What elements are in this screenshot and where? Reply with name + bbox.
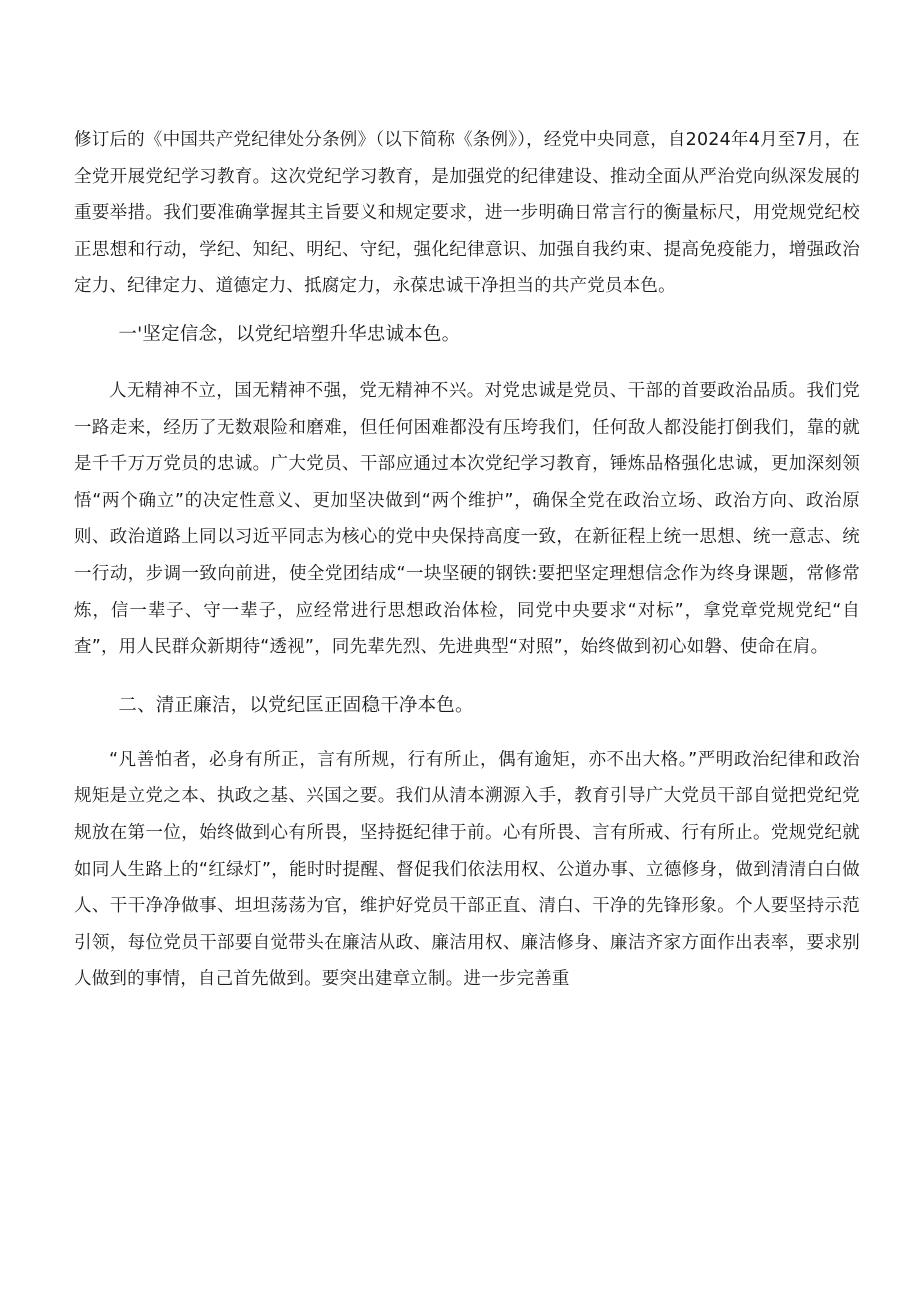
section-1-paragraph: 人无精神不立，国无精神不强，党无精神不兴。对党忠诚是党员、干部的首要政治品质。我们党一路走来，经历了无数艰险和磨难，但任何困难都没有压垮我们，任何敌人都没能打倒我们，靠的就是千千万万党员的忠诚。广大党员、干部应通过本次党纪学习教育，锤炼品格强化忠诚，更加深刻领悟“两个确立”的决定性意义、更加坚决做到“两个维护”，确保全党在政治立场、政治方向、政治原则、政治道路上同以习近平同志为核心的党中央保持高度一致，在新征程上统一思想、统一意志、统一行动，步调一致向前进，使全党团结成“一块坚硬的钢铁:要把坚定理想信念作为终身课题，常修常炼，信一辈子、守一辈子，应经常进行思想政治体检，同党中央要求“对标”，拿党章党规党纪“自查”，用人民群众新期待“透视”，同先辈先烈、先进典型“对照”，始终做到初心如磐、使命在肩。	[74, 380, 860, 658]
document-page	[74, 122, 860, 998]
section-2-heading: 二、清正廉洁，以党纪匡正固稳干净本色。	[118, 694, 474, 716]
intro-paragraph: 修订后的《中国共产党纪律处分条例》（以下简称《条例》），经党中央同意，自2024年4月至7月，在全党开展党纪学习教育。这次党纪学习教育，是加强党的纪律建设、推动全面从严治党向纵深发展的重要举措。我们要准确掌握其主旨要义和规定要求，进一步明确日常言行的衡量标尺，用党规党纪校正思想和行动，学纪、知纪、明纪、守纪，强化纪律意识、加强自我约束、提高免疫能力，增强政治定力、纪律定力、道德定力、抵腐定力，永葆忠诚干净担当的共产党员本色。	[74, 130, 860, 297]
section-1-heading: 一'坚定信念，以党纪培塑升华忠诚本色。	[118, 323, 461, 345]
section-2-paragraph: “凡善怕者，必身有所正，言有所规，行有所止，偶有逾矩，亦不出大格。”严明政治纪律和政治规矩是立党之本、执政之基、兴国之要。我们从清本溯源入手，教育引导广大党员干部自觉把党纪党规放在第一位，始终做到心有所畏，坚持挺纪律于前。心有所畏、言有所戒、行有所止。党规党纪就如同人生路上的“红绿灯”，能时时提醒、督促我们依法用权、公道办事、立德修身，做到清清白白做人、干干净净做事、坦坦荡荡为官，维护好党员干部正直、清白、干净的先锋形象。个人要坚持示范引领，每位党员干部要自觉带头在廉洁从政、廉洁用权、廉洁修身、廉洁齐家方面作出表率，要求别人做到的事情，自己首先做到。要突出建章立制。进一步完善重	[74, 749, 860, 990]
